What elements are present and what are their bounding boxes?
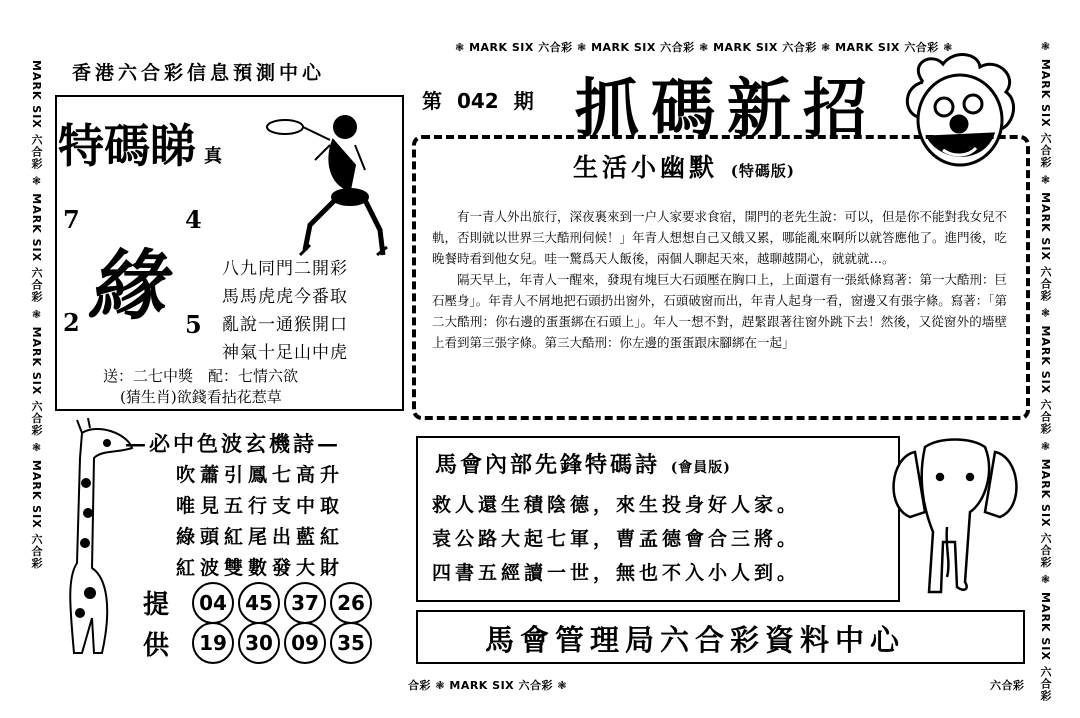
issue-suffix: 期 [513,89,534,113]
riddle-line: (猜生肖)欲錢看拈花惹草 [120,388,282,406]
humor-paragraph: 有一青人外出旅行，深夜裏來到一户人家要求食宿，開門的老先生說：可以，但是你不能對我女兒不軌，否則就以世界三大酷刑伺候！」年青人想想自己又餓又累，哪能亂來啊所以就答應他了。進門後，吃晚餐時看到他女兒。哇一驚爲天人飯後，兩個人聊起天來，越聊越開心，就就就…。 [432,209,1008,266]
strip-unit: MARK SIX 六合彩 [835,41,939,54]
special-code-title [58,110,222,176]
strip-separator: ❃ [1039,306,1052,321]
number-row-1 [192,582,376,624]
provide-label-top: 提 [143,590,170,620]
color-poem-line: 吹蕭引鳳七高升 [176,464,345,486]
footer-banner-text: 馬會管理局六合彩資料中心 [485,623,906,657]
lucky-number-2: 4 [185,205,202,234]
humor-story [432,206,1007,353]
member-poem-lines [432,488,800,590]
color-poem-line: 唯見五行支中取 [176,495,345,517]
elephant-illustration-icon [885,432,1025,602]
humor-title-text: 生活小幽默 [573,153,719,182]
issue-number: 042 [456,89,499,113]
number-ball: 04 [192,582,234,624]
number-ball: 26 [330,582,372,624]
color-poem-lines [176,460,344,584]
special-code-title-text: 特碼睇 [58,119,196,173]
color-poem-line: 綠頭紅尾出藍紅 [176,526,345,548]
bottom-right-brand: 六合彩 [990,679,1025,692]
left-brand-strip [28,60,44,700]
strip-separator: ❃ [577,41,587,54]
whip-woman-illustration-icon [255,105,395,260]
strip-separator: ❃ [1039,173,1052,188]
number-ball: 45 [238,582,280,624]
strip-separator: ❃ [1039,573,1052,588]
number-ball: 37 [284,582,326,624]
strip-separator: ❃ [30,307,43,322]
number-row-2 [192,622,376,664]
strip-unit: MARK SIX 六合彩 [1039,458,1052,569]
poem-line: 八九同門二開彩 [222,259,348,279]
poem-line: 亂說一通猴開口 [222,315,348,335]
gift-line: 送：二七中獎 配：七情六欲 [103,367,299,385]
strip-unit: MARK SIX 六合彩 [1039,325,1052,436]
strip-unit: MARK SIX 六合彩 [1039,192,1052,302]
member-poem-line: 袁公路大起七軍，曹孟德會合三將。 [432,528,801,550]
main-title: 抓碼新招 [575,73,879,147]
strip-separator: ❃ [943,41,953,54]
strip-unit: MARK SIX 六合彩 [469,41,573,54]
number-ball: 19 [192,622,234,664]
right-brand-strip [1037,40,1053,700]
member-poem-line: 救人還生積陰德，來生投身好人家。 [432,494,801,516]
humor-subtitle: (特碼版) [730,162,795,180]
issue-prefix: 第 [422,89,442,113]
color-poem-line: 紅波雙數發大財 [176,557,345,579]
strip-separator: ❃ [699,41,709,54]
lucky-number-4: 5 [185,310,202,339]
provide-label-bottom: 供 [143,631,170,661]
lucky-number-3: 2 [63,308,80,337]
strip-separator: ❃ [1039,40,1052,54]
member-poem-title [435,448,731,479]
member-poem-title-text: 馬會內部先鋒特碼詩 [435,452,661,478]
bottom-brand-strip: 合彩 ❃ MARK SIX 六合彩 ❃ [408,679,568,692]
humor-paragraph: 隔天早上，年青人一醒來，發現有塊巨大石頭壓在胸口上，上面還有一張紙條寫著：第一大酷刑：巨石壓身」。年青人不屑地把石頭扔出窗外，石頭破窗而出，年青人起身一看，窗邊又有張字條。寫著：「第二大酷刑：你右邊的蛋蛋綁在石頭上」。年人一想不對，趕緊跟著往窗外跳下去！然後，又從窗外的墻壁上看到第三張字條。第三大酷刑：你左邊的蛋蛋跟床腳綁在一起」 [432,272,1008,350]
special-code-title-tail: 真 [204,146,222,167]
strip-unit: MARK SIX 六合彩 [1039,592,1052,702]
strip-separator: ❃ [30,174,43,189]
special-code-poem [222,255,348,367]
strip-unit: MARK SIX 六合彩 [30,326,43,437]
strip-unit: MARK SIX 六合彩 [30,193,43,303]
strip-unit: MARK SIX 六合彩 [591,41,695,54]
poem-line: 神氣十足山中虎 [222,343,348,363]
poem-line: 馬馬虎虎今番取 [222,287,348,307]
member-poem-line: 四書五經讀一世，無也不入小人到。 [432,562,801,584]
center-name: 香港六合彩信息預測中心 [72,62,326,84]
lucky-number-1: 7 [63,205,80,234]
top-brand-strip [455,39,953,55]
issue-label [422,85,534,114]
strip-separator: ❃ [30,441,43,456]
strip-separator: ❃ [455,41,465,54]
number-ball: 30 [238,622,280,664]
strip-unit: MARK SIX 六合彩 [713,41,817,54]
strip-separator: ❃ [1039,439,1052,454]
strip-unit: MARK SIX 六合彩 [1039,58,1052,169]
number-ball: 09 [284,622,326,664]
member-poem-subtitle: (會員版) [670,460,731,476]
number-ball: 35 [330,622,372,664]
strip-unit: MARK SIX 六合彩 [30,60,43,170]
fate-character: 緣 [88,241,164,330]
humor-title [573,148,795,184]
strip-unit: MARK SIX 六合彩 [30,459,43,570]
color-poem-title: —必中色波玄機詩— [125,431,341,456]
strip-separator: ❃ [821,41,831,54]
